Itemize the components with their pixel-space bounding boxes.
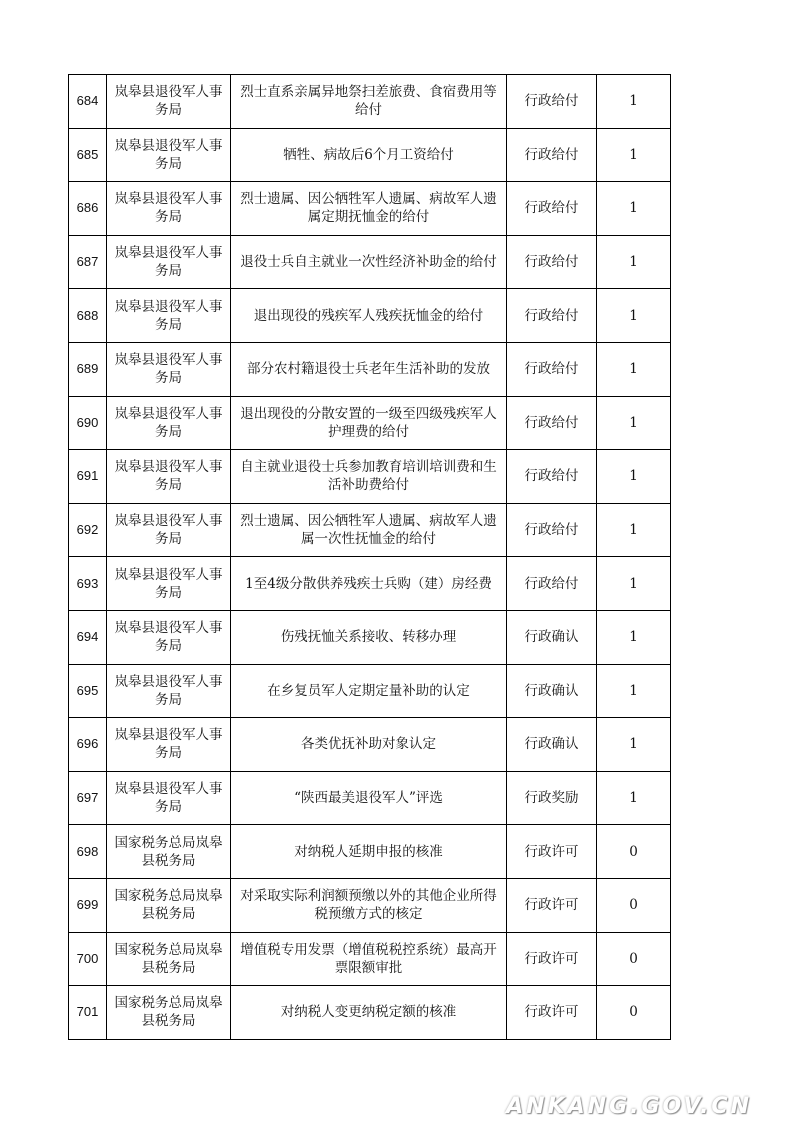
count-cell: 1 [597, 450, 671, 504]
department-cell: 岚皋县退役军人事务局 [107, 718, 231, 772]
item-type-cell: 行政给付 [507, 128, 597, 182]
row-number: 700 [69, 932, 107, 986]
table-row [69, 450, 671, 504]
row-number: 689 [69, 342, 107, 396]
table-row [69, 610, 671, 664]
item-type-cell: 行政确认 [507, 718, 597, 772]
department-cell: 岚皋县退役军人事务局 [107, 128, 231, 182]
row-number: 695 [69, 664, 107, 718]
row-number: 684 [69, 75, 107, 129]
item-name-cell: 退出现役的分散安置的一级至四级残疾军人护理费的给付 [231, 396, 507, 450]
item-type-cell: 行政给付 [507, 396, 597, 450]
row-number: 696 [69, 718, 107, 772]
table-row [69, 128, 671, 182]
row-number: 690 [69, 396, 107, 450]
count-cell: 0 [597, 878, 671, 932]
item-type-cell: 行政奖励 [507, 771, 597, 825]
item-name-cell: 对纳税人延期申报的核准 [231, 825, 507, 879]
row-number: 686 [69, 182, 107, 236]
row-number: 697 [69, 771, 107, 825]
row-number: 687 [69, 235, 107, 289]
item-type-cell: 行政许可 [507, 986, 597, 1040]
row-number: 693 [69, 557, 107, 611]
item-name-cell: 烈士遗属、因公牺牲军人遗属、病故军人遗属定期抚恤金的给付 [231, 182, 507, 236]
count-cell: 0 [597, 825, 671, 879]
table-row [69, 396, 671, 450]
item-name-cell: 退出现役的残疾军人残疾抚恤金的给付 [231, 289, 507, 343]
item-type-cell: 行政给付 [507, 503, 597, 557]
table-row [69, 235, 671, 289]
table-row [69, 75, 671, 129]
item-type-cell: 行政给付 [507, 289, 597, 343]
item-name-cell: 牺牲、病故后6个月工资给付 [231, 128, 507, 182]
department-cell: 岚皋县退役军人事务局 [107, 610, 231, 664]
count-cell: 1 [597, 128, 671, 182]
row-number: 698 [69, 825, 107, 879]
item-name-cell: 伤残抚恤关系接收、转移办理 [231, 610, 507, 664]
item-name-cell: 在乡复员军人定期定量补助的认定 [231, 664, 507, 718]
item-name-cell: 退役士兵自主就业一次性经济补助金的给付 [231, 235, 507, 289]
table-row [69, 503, 671, 557]
item-type-cell: 行政给付 [507, 450, 597, 504]
row-number: 701 [69, 986, 107, 1040]
count-cell: 1 [597, 664, 671, 718]
department-cell: 岚皋县退役军人事务局 [107, 503, 231, 557]
items-table [68, 74, 671, 1040]
department-cell: 岚皋县退役军人事务局 [107, 75, 231, 129]
department-cell: 岚皋县退役军人事务局 [107, 235, 231, 289]
department-cell: 岚皋县退役军人事务局 [107, 396, 231, 450]
table-row [69, 878, 671, 932]
department-cell: 国家税务总局岚皋县税务局 [107, 986, 231, 1040]
item-name-cell: 增值税专用发票（增值税税控系统）最高开票限额审批 [231, 932, 507, 986]
department-cell: 国家税务总局岚皋县税务局 [107, 825, 231, 879]
item-type-cell: 行政确认 [507, 610, 597, 664]
row-number: 691 [69, 450, 107, 504]
table-row [69, 932, 671, 986]
table-row [69, 182, 671, 236]
row-number: 692 [69, 503, 107, 557]
item-name-cell: 部分农村籍退役士兵老年生活补助的发放 [231, 342, 507, 396]
table-row [69, 342, 671, 396]
department-cell: 国家税务总局岚皋县税务局 [107, 878, 231, 932]
item-name-cell: 各类优抚补助对象认定 [231, 718, 507, 772]
count-cell: 1 [597, 182, 671, 236]
item-type-cell: 行政许可 [507, 878, 597, 932]
department-cell: 岚皋县退役军人事务局 [107, 771, 231, 825]
table-row [69, 664, 671, 718]
department-cell: 岚皋县退役军人事务局 [107, 289, 231, 343]
row-number: 685 [69, 128, 107, 182]
item-type-cell: 行政给付 [507, 342, 597, 396]
table-row [69, 771, 671, 825]
item-type-cell: 行政许可 [507, 825, 597, 879]
count-cell: 1 [597, 557, 671, 611]
count-cell: 1 [597, 610, 671, 664]
row-number: 699 [69, 878, 107, 932]
department-cell: 岚皋县退役军人事务局 [107, 664, 231, 718]
count-cell: 1 [597, 75, 671, 129]
count-cell: 1 [597, 342, 671, 396]
count-cell: 1 [597, 235, 671, 289]
row-number: 694 [69, 610, 107, 664]
table-row [69, 289, 671, 343]
department-cell: 岚皋县退役军人事务局 [107, 182, 231, 236]
items-table-body [69, 75, 671, 1040]
item-name-cell: 自主就业退役士兵参加教育培训培训费和生活补助费给付 [231, 450, 507, 504]
count-cell: 1 [597, 718, 671, 772]
item-type-cell: 行政给付 [507, 182, 597, 236]
department-cell: 国家税务总局岚皋县税务局 [107, 932, 231, 986]
count-cell: 1 [597, 771, 671, 825]
table-row [69, 986, 671, 1040]
item-type-cell: 行政给付 [507, 75, 597, 129]
department-cell: 岚皋县退役军人事务局 [107, 557, 231, 611]
item-type-cell: 行政确认 [507, 664, 597, 718]
table-row [69, 825, 671, 879]
department-cell: 岚皋县退役军人事务局 [107, 342, 231, 396]
item-name-cell: 对纳税人变更纳税定额的核准 [231, 986, 507, 1040]
item-name-cell: 1至4级分散供养残疾士兵购（建）房经费 [231, 557, 507, 611]
site-watermark: ANKANG.GOV.CN [506, 1094, 752, 1119]
count-cell: 1 [597, 289, 671, 343]
table-row [69, 557, 671, 611]
count-cell: 0 [597, 986, 671, 1040]
item-name-cell: 烈士遗属、因公牺牲军人遗属、病故军人遗属一次性抚恤金的给付 [231, 503, 507, 557]
item-name-cell: 对采取实际利润额预缴以外的其他企业所得税预缴方式的核定 [231, 878, 507, 932]
department-cell: 岚皋县退役军人事务局 [107, 450, 231, 504]
table-row [69, 718, 671, 772]
item-type-cell: 行政许可 [507, 932, 597, 986]
item-type-cell: 行政给付 [507, 557, 597, 611]
row-number: 688 [69, 289, 107, 343]
item-name-cell: “陕西最美退役军人”评选 [231, 771, 507, 825]
count-cell: 1 [597, 503, 671, 557]
item-name-cell: 烈士直系亲属异地祭扫差旅费、食宿费用等给付 [231, 75, 507, 129]
item-type-cell: 行政给付 [507, 235, 597, 289]
count-cell: 0 [597, 932, 671, 986]
count-cell: 1 [597, 396, 671, 450]
